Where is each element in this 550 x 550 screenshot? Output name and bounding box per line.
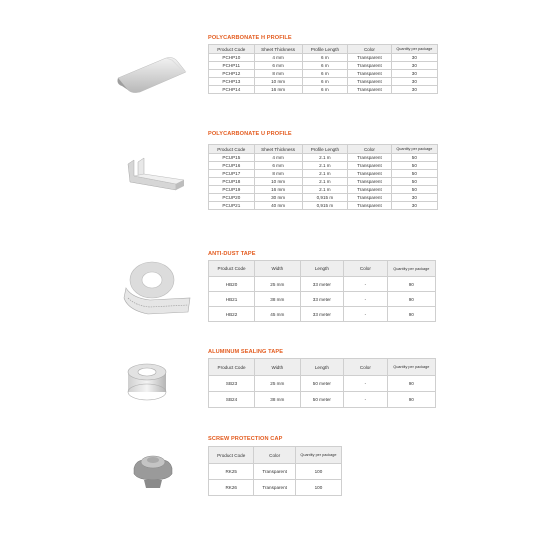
column-header: Product Code <box>209 261 255 277</box>
table-cell: 6 m <box>302 54 348 62</box>
table-cell: 8 mm <box>254 170 302 178</box>
table-cell: Transparent <box>348 54 392 62</box>
table-row <box>209 178 438 186</box>
table-cell: 10 mm <box>254 178 302 186</box>
h-profile-image <box>112 50 192 100</box>
table-cell: PCUP19 <box>209 186 255 194</box>
column-header: Quantity per package <box>391 45 437 54</box>
column-header: Color <box>344 359 387 376</box>
column-header: Product Code <box>209 45 255 54</box>
table-cell: Transparent <box>348 78 392 86</box>
column-header: Quantity per package <box>391 145 437 154</box>
table-cell: - <box>344 277 387 292</box>
table-cell: 90 <box>387 307 435 322</box>
table-cell: PCHP14 <box>209 86 255 94</box>
table-cell: 30 <box>391 70 437 78</box>
table-cell: 25 mm <box>255 277 300 292</box>
table-cell: 100 <box>295 464 341 480</box>
table-cell: 0,915 m <box>302 202 348 210</box>
table-cell: Transparent <box>348 154 392 162</box>
table-cell: 4 mm <box>254 154 302 162</box>
table-cell: Transparent <box>348 194 392 202</box>
table-cell: PCUP18 <box>209 178 255 186</box>
table-cell: HB20 <box>209 277 255 292</box>
table-cell: PCUP15 <box>209 154 255 162</box>
column-header: Quantity per package <box>387 261 435 277</box>
table-cell: 6 m <box>302 62 348 70</box>
table-cell: - <box>344 392 387 408</box>
table-cell: 6 mm <box>254 162 302 170</box>
table-cell: 45 mm <box>255 307 300 322</box>
table-row <box>209 307 436 322</box>
table-cell: 90 <box>387 376 435 392</box>
table-cell: PCUP20 <box>209 194 255 202</box>
column-header: Product Code <box>209 359 255 376</box>
table-row <box>209 62 438 70</box>
table-cell: PCHP10 <box>209 54 255 62</box>
table-cell: 6 m <box>302 78 348 86</box>
table-cell: Transparent <box>348 62 392 70</box>
table-cell: 30 mm <box>254 194 302 202</box>
anti-dust-tape-image <box>112 258 197 320</box>
table-row <box>209 154 438 162</box>
table-row <box>209 464 342 480</box>
column-header: Profile Length <box>302 145 348 154</box>
h-profile-table <box>208 44 438 94</box>
table-cell: 90 <box>387 277 435 292</box>
column-header: Product Code <box>209 145 255 154</box>
column-header: Color <box>254 447 295 464</box>
column-header: Sheet Thickness <box>254 45 302 54</box>
table-cell: PCUP16 <box>209 162 255 170</box>
table-cell: 6 mm <box>254 62 302 70</box>
screw-cap-table <box>208 446 342 496</box>
table-cell: 6 m <box>302 86 348 94</box>
table-cell: 30 <box>391 194 437 202</box>
table-cell: 10 mm <box>254 78 302 86</box>
table-cell: PCUP17 <box>209 170 255 178</box>
table-cell: 0,915 m <box>302 194 348 202</box>
table-cell: 33 meter <box>300 307 344 322</box>
table-cell: 50 <box>391 154 437 162</box>
screw-cap-image <box>128 448 178 493</box>
table-cell: RK25 <box>209 464 254 480</box>
table-cell: Transparent <box>348 70 392 78</box>
table-row <box>209 170 438 178</box>
table-cell: 2.1 m <box>302 154 348 162</box>
table-cell: Transparent <box>348 86 392 94</box>
table-cell: 30 <box>391 86 437 94</box>
table-cell: 30 <box>391 62 437 70</box>
table-cell: 30 <box>391 54 437 62</box>
table-cell: Transparent <box>254 480 295 496</box>
anti-dust-tape-table <box>208 260 436 322</box>
table-cell: PCUP21 <box>209 202 255 210</box>
table-cell: 8 mm <box>254 70 302 78</box>
table-cell: 90 <box>387 292 435 307</box>
column-header: Color <box>348 145 392 154</box>
table-cell: 50 meter <box>300 376 344 392</box>
aluminum-tape-table <box>208 358 436 408</box>
table-row <box>209 480 342 496</box>
table-row <box>209 194 438 202</box>
table-cell: 25 mm <box>255 376 300 392</box>
table-cell: 2.1 m <box>302 170 348 178</box>
table-cell: RK26 <box>209 480 254 496</box>
table-cell: Transparent <box>348 178 392 186</box>
column-header: Product Code <box>209 447 254 464</box>
column-header: Sheet Thickness <box>254 145 302 154</box>
table-row <box>209 186 438 194</box>
table-cell: 2.1 m <box>302 186 348 194</box>
column-header: Width <box>255 261 300 277</box>
table-cell: Transparent <box>348 202 392 210</box>
table-cell: 50 <box>391 178 437 186</box>
section-title: SCREW PROTECTION CAP <box>208 436 283 442</box>
table-row <box>209 162 438 170</box>
table-cell: SB23 <box>209 376 255 392</box>
column-header: Quantity per package <box>387 359 435 376</box>
table-cell: HB21 <box>209 292 255 307</box>
section-title: ALUMINUM SEALING TAPE <box>208 349 284 355</box>
table-cell: 30 <box>391 78 437 86</box>
column-header: Length <box>300 359 344 376</box>
section-title: ANTI-DUST TAPE <box>208 251 256 257</box>
table-row <box>209 277 436 292</box>
column-header: Profile Length <box>302 45 348 54</box>
table-cell: 16 mm <box>254 186 302 194</box>
table-cell: 6 m <box>302 70 348 78</box>
table-cell: PCHP13 <box>209 78 255 86</box>
table-row <box>209 54 438 62</box>
table-cell: 33 meter <box>300 292 344 307</box>
table-cell: - <box>344 292 387 307</box>
table-row <box>209 202 438 210</box>
aluminum-tape-image <box>122 360 172 405</box>
table-row <box>209 292 436 307</box>
table-cell: 90 <box>387 392 435 408</box>
column-header: Length <box>300 261 344 277</box>
table-cell: - <box>344 376 387 392</box>
table-cell: 4 mm <box>254 54 302 62</box>
column-header: Color <box>344 261 387 277</box>
section-title: POLYCARBONATE U PROFILE <box>208 131 292 137</box>
table-row <box>209 86 438 94</box>
table-cell: 40 mm <box>254 202 302 210</box>
table-cell: PCHP12 <box>209 70 255 78</box>
u-profile-table <box>208 144 438 210</box>
table-row <box>209 376 436 392</box>
table-cell: 38 mm <box>255 292 300 307</box>
table-cell: Transparent <box>348 186 392 194</box>
table-cell: PCHP11 <box>209 62 255 70</box>
u-profile-image <box>118 150 193 200</box>
table-cell: 2.1 m <box>302 178 348 186</box>
table-cell: 50 meter <box>300 392 344 408</box>
table-cell: 30 <box>391 202 437 210</box>
table-cell: 33 meter <box>300 277 344 292</box>
table-cell: SB24 <box>209 392 255 408</box>
table-cell: Transparent <box>348 162 392 170</box>
table-row <box>209 70 438 78</box>
table-cell: 16 mm <box>254 86 302 94</box>
table-cell: 2.1 m <box>302 162 348 170</box>
column-header: Color <box>348 45 392 54</box>
table-row <box>209 392 436 408</box>
table-cell: 50 <box>391 162 437 170</box>
table-cell: 38 mm <box>255 392 300 408</box>
section-title: POLYCARBONATE H PROFILE <box>208 35 292 41</box>
table-cell: HB22 <box>209 307 255 322</box>
table-cell: 100 <box>295 480 341 496</box>
column-header: Width <box>255 359 300 376</box>
table-cell: 50 <box>391 186 437 194</box>
table-cell: Transparent <box>348 170 392 178</box>
column-header: Quantity per package <box>295 447 341 464</box>
table-row <box>209 78 438 86</box>
table-cell: - <box>344 307 387 322</box>
table-cell: Transparent <box>254 464 295 480</box>
table-cell: 50 <box>391 170 437 178</box>
